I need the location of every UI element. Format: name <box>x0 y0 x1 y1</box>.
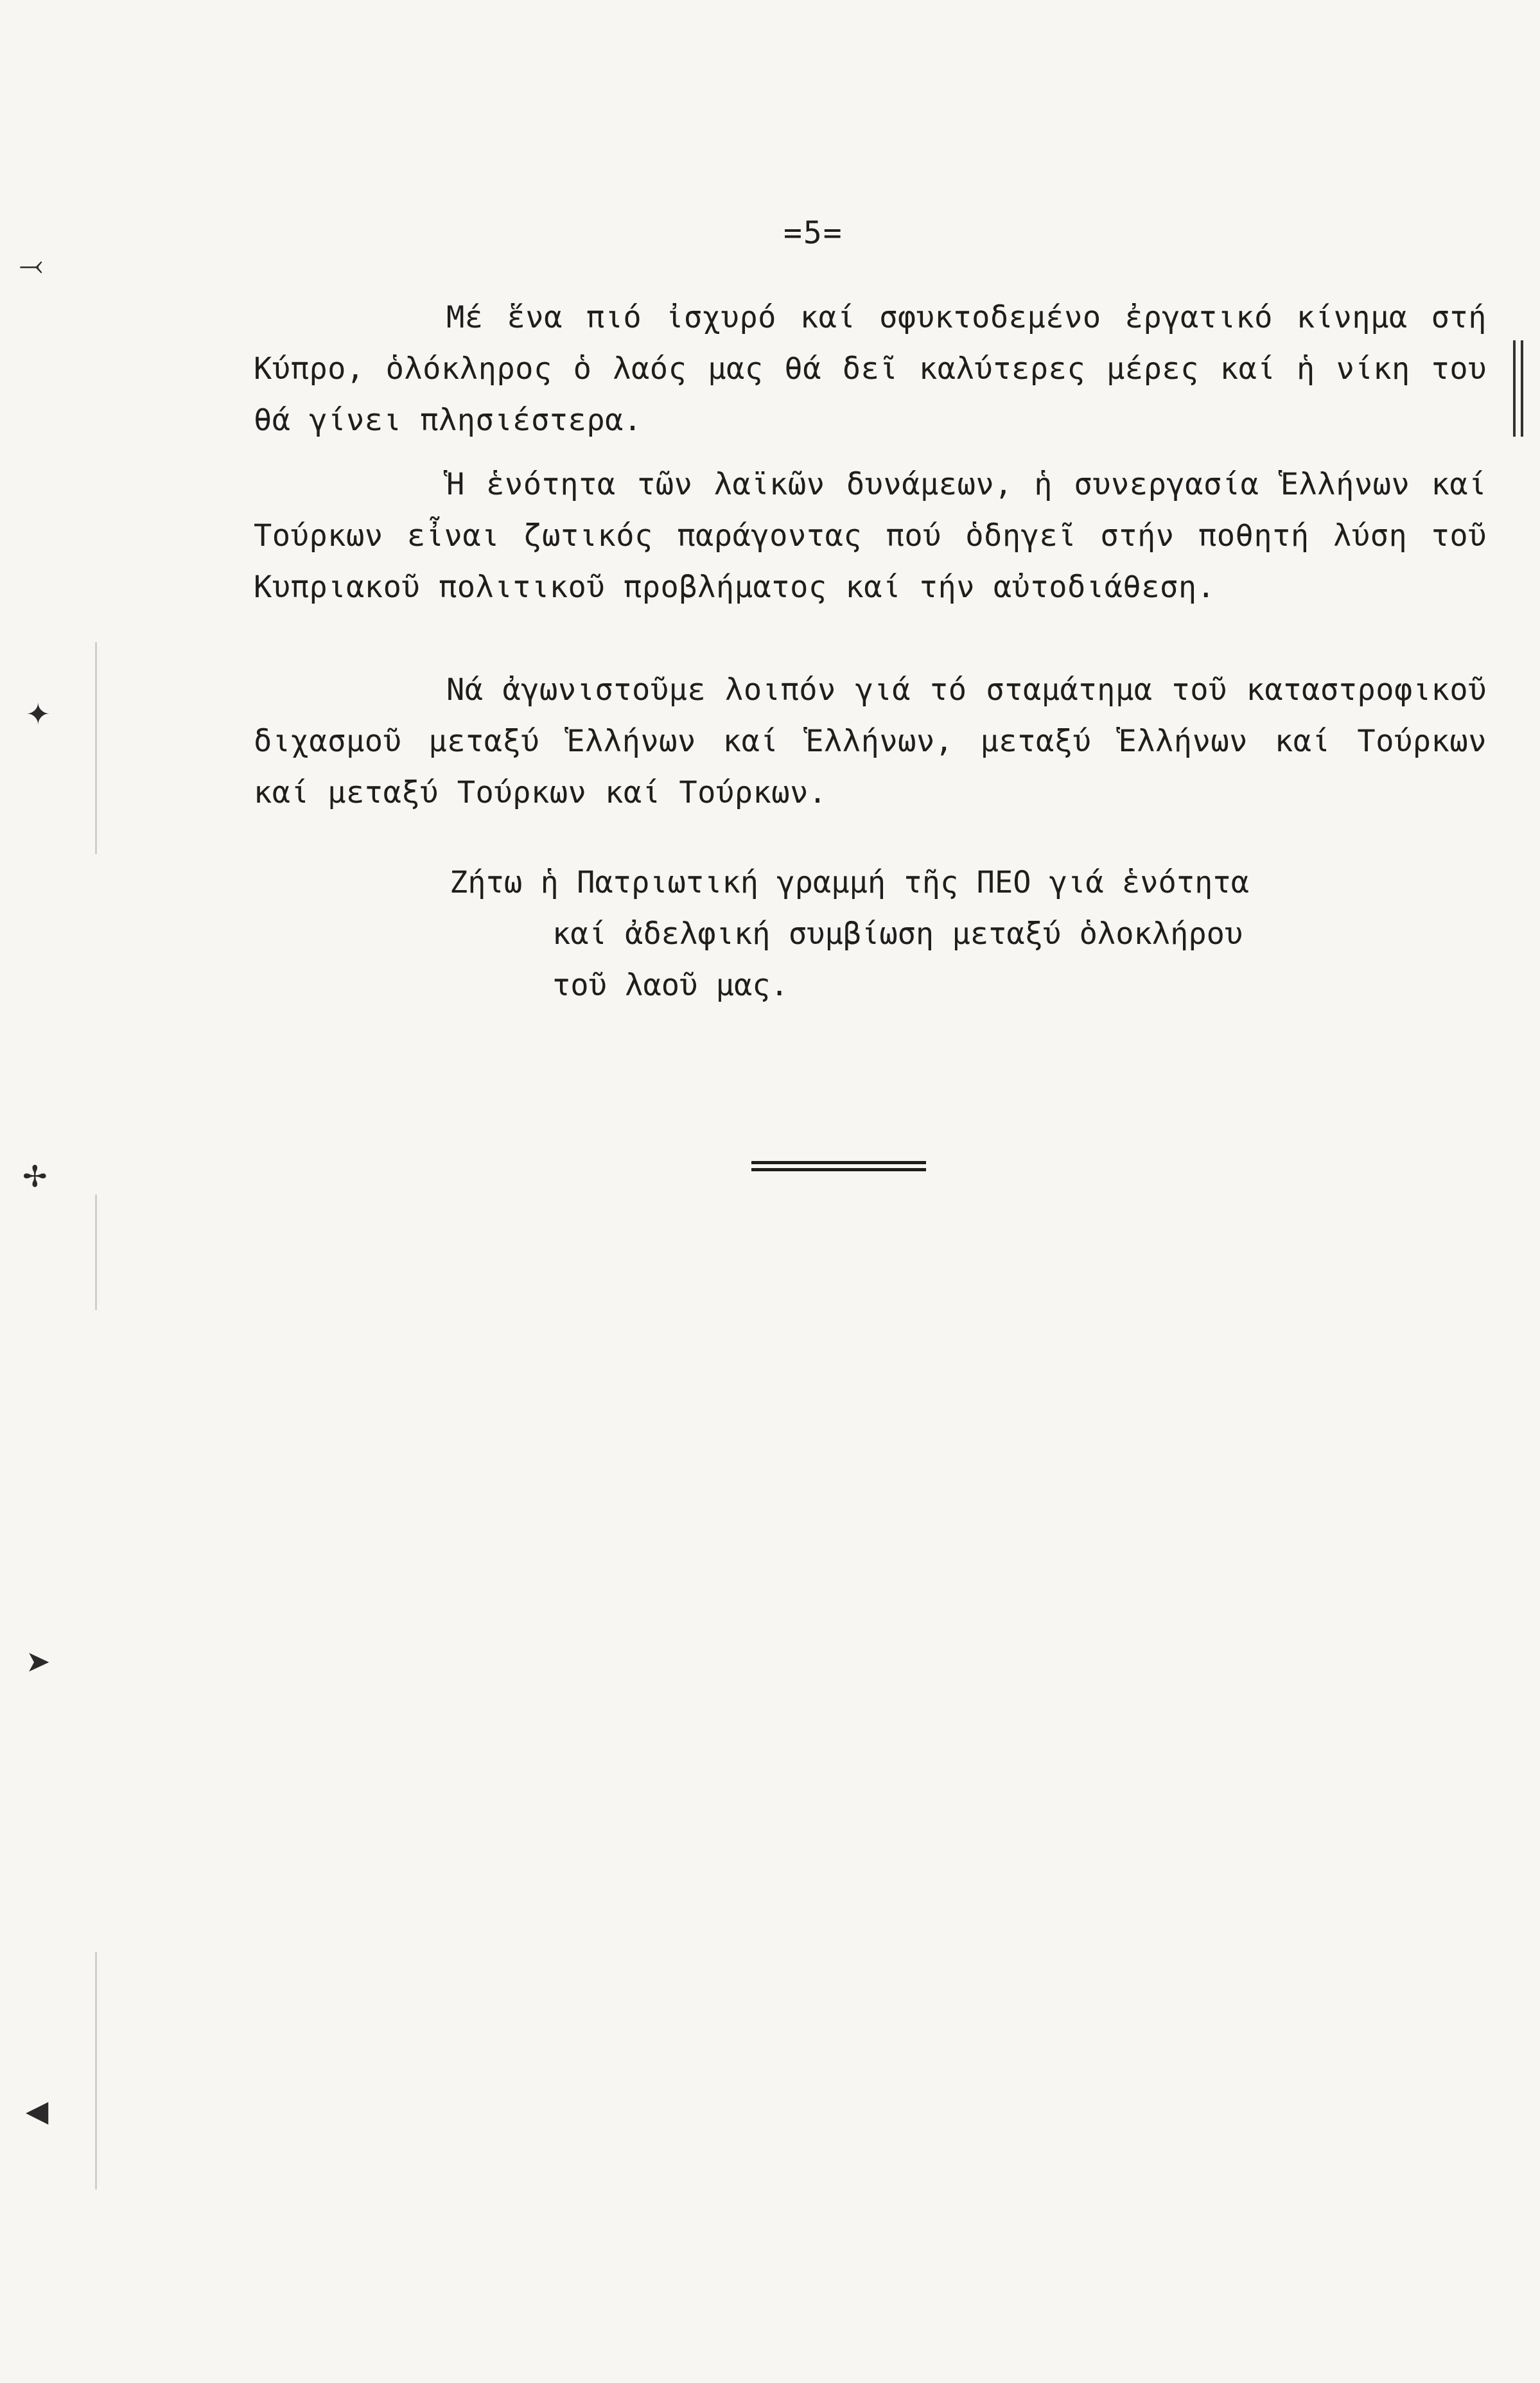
paragraph-3 <box>254 665 1487 819</box>
closing-line: καί ἀδελφική συμβίωση μεταξύ ὁλοκλήρου <box>552 916 1243 952</box>
paragraph-text: Νά ἀγωνιστοῦμε λοιπόν γιά τό σταμάτημα τοῦ καταστροφικοῦ διχασμοῦ μεταξύ Ἑλλήνων καί Ἑλλήνων, μεταξύ Ἑλλήνων καί Τούρκων καί μεταξύ Τούρκων καί Τούρκων. <box>254 672 1487 810</box>
end-rule-line <box>751 1161 926 1164</box>
paragraph-1 <box>254 292 1487 446</box>
margin-arrow-icon: ◀ <box>26 2093 49 2128</box>
paragraph-text: Μέ ἕνα πιό ἰσχυρό καί σφυκτοδεμένο ἐργατικό κίνημα στή Κύπρο, ὁλόκληρος ὁ λαός μας θά δεῖ καλύτερες μέρες καί ἡ νίκη του θά γίνει πλησιέστερα. <box>254 300 1487 438</box>
margin-punch-line <box>95 1952 97 2190</box>
end-rule-line <box>751 1168 926 1171</box>
end-rule <box>751 1161 926 1175</box>
margin-arrow-icon: ✦ <box>26 697 51 731</box>
paragraph-2 <box>254 459 1487 613</box>
paragraph-text: Ἡ ἑνότητα τῶν λαϊκῶν δυνάμεων, ἡ συνεργασία Ἑλλήνων καί Τούρκων εἶναι ζωτικός παράγοντας πού ὁδηγεῖ στήν ποθητή λύση τοῦ Κυπριακοῦ πολιτικοῦ προβλήματος καί τήν αὐτοδιάθεση. <box>254 467 1487 605</box>
margin-punch-line <box>95 642 97 854</box>
margin-arrow-icon: ⤙ <box>19 247 43 282</box>
page-number: =5= <box>783 215 843 251</box>
closing-line: Ζήτω ἡ Πατριωτική γραμμή τῆς ΠΕΟ γιά ἑνότητα <box>450 865 1250 900</box>
margin-punch-line <box>95 1194 97 1310</box>
closing-slogan <box>450 857 1387 1011</box>
margin-arrow-icon: ✢ <box>22 1159 48 1194</box>
margin-bracket <box>1513 340 1523 437</box>
closing-line: τοῦ λαοῦ μας. <box>552 968 789 1003</box>
margin-arrow-icon: ➤ <box>26 1644 51 1679</box>
